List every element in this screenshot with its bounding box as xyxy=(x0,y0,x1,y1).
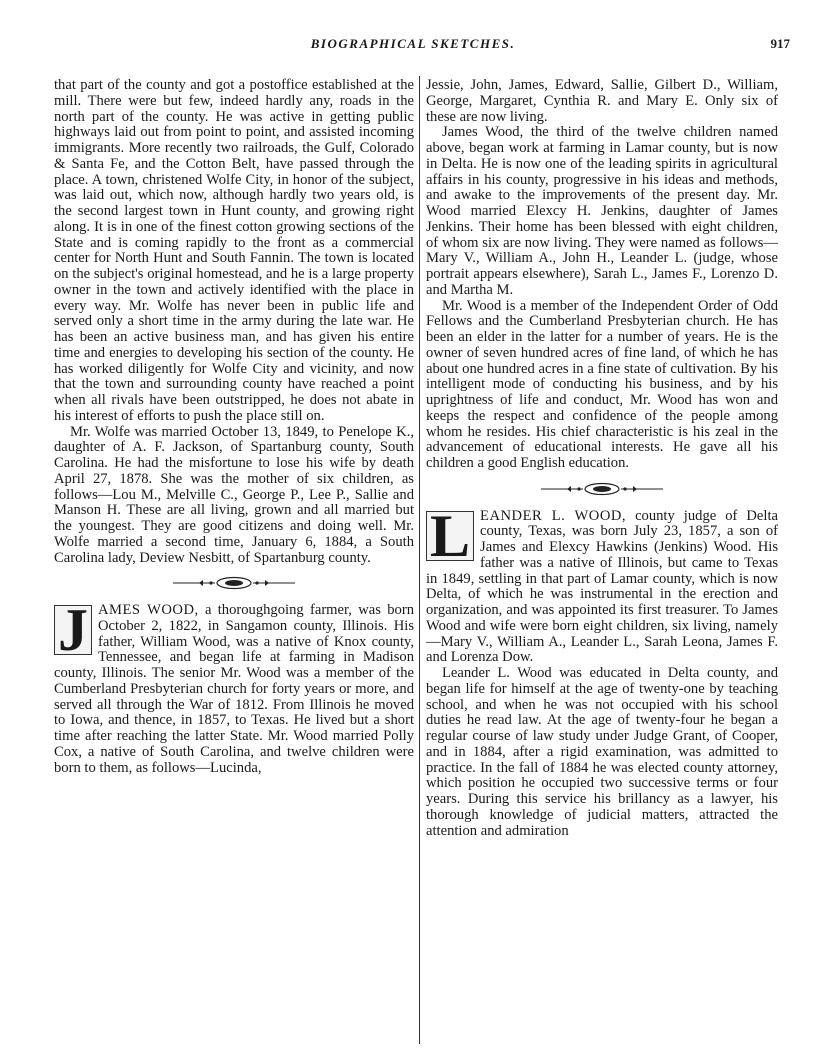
drop-cap: J xyxy=(54,605,92,655)
entry-text: county judge of Delta county, Texas, was born July 23, 1857, a son of James and Elexcy Hawkins (Jenkins) Wood. His father was a native of Illinois, but came to Texas in 1849, settling in that part of Lamar county, which is now Delta, of which he was instrumental in the erection and organization, and was appointed its first treasurer. To James Wood and wife were born eight children, six living, namely —Mary V., William A., Leander L., Sarah Leona, James F. and Lorenza Dow. xyxy=(426,507,778,666)
page-header xyxy=(36,36,790,58)
paragraph: Mr. Wolfe was married October 13, 1849, to Penelope K., daughter of A. F. Jackson, of Spartanburg county, South Carolina. He had the misfortune to lose his wife by death April 27, 1878. She was the mother of six children, as follows—Lou M., Melville C., George P., Lee P., Sallie and Manson H. These are all living, grown and all married but the youngest. They are good citizens and doing well. Mr. Wolfe married a second time, January 6, 1884, a South Carolina lady, Deview Nesbitt, of Spartanburg county. xyxy=(54,423,414,566)
entry-text: a thoroughgoing farmer, was born October 2, 1822, in Sangamon county, Illinois. His father, William Wood, was a native of Knox county, Tennessee, and began life at farming in Madison county, Illinois. The senior Mr. Wood was a member of the Cumberland Presbyterian church for forty years or more, and served all through the War of 1812. From Illinois he moved to Iowa, and thence, in 1857, to Texas. He lived but a short time after reaching the latter State. Mr. Wood married Polly Cox, a native of South Carolina, and twelve children were born to them, as follows—Lucinda, xyxy=(54,602,414,776)
biography-entry-james-wood xyxy=(54,597,414,776)
entry-name: EANDER L. WOOD, xyxy=(480,507,627,524)
paragraph: that part of the county and got a postoffice established at the mill. There were but few, indeed hardly any, roads in the north part of the county. He was active in getting public highways laid out from point to point, and assisted incoming immigrants. More recently two railroads, the Gulf, Colorado & Santa Fe, and the Cotton Belt, have passed through the place. A town, christened Wolfe City, in honor of the subject, was laid out, which now, although hardly two years old, is the second largest town in Hunt county, and growing right along. It is in one of the finest cotton growing sections of the State and is coming rapidly to the front as a commercial center for North Hunt and South Fannin. The town is located on the subject's original homestead, and he is a large property owner in the town and actively identified with the place in every way. Mr. Wolfe has never been in public life and served only a short time in the army during the late war. He has been an active business man, and has given his entire time and energies to developing his section of the county. He has worked diligently for Wolfe City and vicinity, and now that the town and surrounding county have reached a point when all rivals have been outstripped, he does not abate in his interest of efforts to push the place still on. xyxy=(54,77,414,424)
entry-name: AMES WOOD, xyxy=(98,602,199,618)
biography-entry-leander-wood xyxy=(426,502,778,840)
right-column xyxy=(426,78,778,839)
drop-cap: L xyxy=(426,511,474,561)
paragraph: James Wood, the third of the twelve children named above, began work at farming in Lamar county, but is now in Delta. He is now one of the leading spirits in agricultural affairs in his county, progressive in his ideas and methods, and awake to the improvements of the present day. Mr. Wood married Elexcy H. Jenkins, daughter of James Jenkins. Their home has been blessed with eight children, of whom six are now living. They were named as follows—Mary V., William A., John H., Leander L. (judge, whose portrait appears elsewhere), Sarah L., James F., Lorenzo D. and Martha M. xyxy=(426,124,778,298)
page-number: 917 xyxy=(770,36,790,51)
entry-paragraph xyxy=(54,597,414,776)
ornament-divider xyxy=(426,482,778,501)
entry-paragraph xyxy=(426,502,778,667)
column-divider xyxy=(419,76,420,1044)
ornament-icon xyxy=(169,576,299,590)
ornament-icon xyxy=(537,482,667,496)
left-column xyxy=(54,78,414,776)
ornament-divider xyxy=(54,576,414,595)
running-title: BIOGRAPHICAL SKETCHES. xyxy=(310,36,516,51)
paragraph: Leander L. Wood was educated in Delta county, and began life for himself at the age of twenty-one by teaching school, and when he was not occupied with his school duties he read law. At the age of twenty-four he began a regular course of law study under Judge Grant, of Cooper, and in 1884, after a rigid examination, was admitted to practice. In the fall of 1884 he was elected county attorney, which position he occupied two successive terms or four years. During this service his brillancy as a lawyer, his thorough knowledge of judicial matters, attracted the attention and admiration xyxy=(426,665,778,839)
paragraph: Jessie, John, James, Edward, Sallie, Gilbert D., William, George, Margaret, Cynthia R. and Mary E. Only six of these are now living. xyxy=(426,77,778,125)
paragraph: Mr. Wood is a member of the Independent Order of Odd Fellows and the Cumberland Presbyterian church. He has been an elder in the latter for a number of years. He is the owner of seven hundred acres of fine land, of which he has about one hundred acres in a fine state of cultivation. By his intelligent mode of conducting his business, and by his uprightness of life and conduct, Mr. Wood has won and keeps the respect and confidence of the people among whom he resides. His chief characteristic is his zeal in the advancement of educational interests. He gave all his children a good English education. xyxy=(426,297,778,471)
